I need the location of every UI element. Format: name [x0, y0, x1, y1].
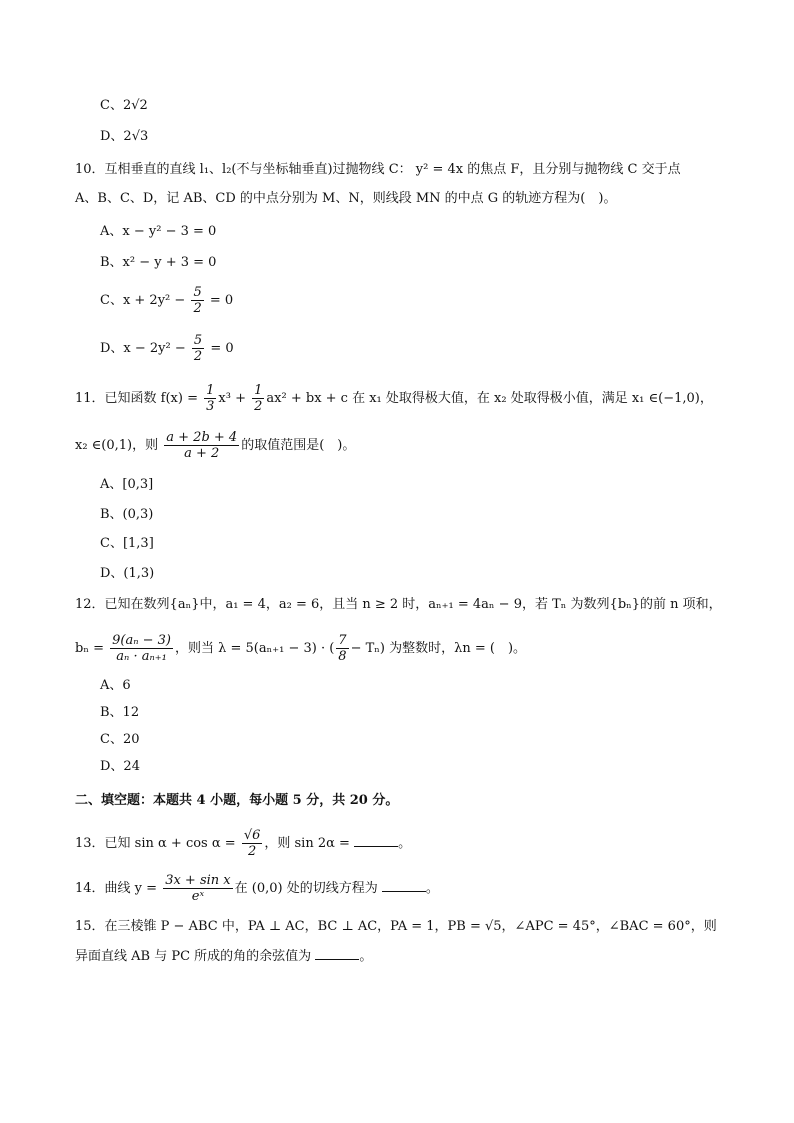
frac-den: 2 — [193, 349, 203, 364]
q13-stem — [75, 828, 411, 859]
q10-option-d-prefix: D、x − 2y² − — [100, 341, 186, 356]
q12-option-d: D、24 — [100, 759, 140, 774]
frac-den: 8 — [338, 649, 347, 664]
q14-text-c: 。 — [425, 881, 439, 896]
q10-stem-line1: 10．互相垂直的直线 l₁、l₂(不与坐标轴垂直)过抛物线 C： y² = 4x 的焦点 F，且分别与抛物线 C 交于点 — [75, 162, 681, 177]
frac-num: 1 — [206, 383, 215, 398]
q12-option-c: C、20 — [100, 732, 140, 747]
frac-den: eˣ — [191, 889, 205, 904]
frac-num: 5 — [193, 285, 202, 300]
answer-blank — [354, 834, 398, 847]
q11-option-a: A、[0,3] — [100, 477, 154, 492]
q10-option-c — [100, 285, 233, 316]
q9-option-d: D、2√3 — [100, 129, 149, 144]
fraction — [110, 633, 173, 664]
q11-stem-line1 — [75, 383, 713, 414]
q12-text-b: ，则当 λ = 5(aₙ₊₁ − 3) · ( — [175, 641, 335, 656]
q14-stem — [75, 873, 439, 904]
q14-text-a: 14．曲线 y = — [75, 881, 158, 896]
q11-text-e: 的取值范围是( )。 — [241, 438, 356, 453]
q10-option-d — [100, 333, 234, 364]
q11-text-a: 11．已知函数 f(x) = — [75, 391, 198, 406]
q10-stem-line2: A、B、C、D，记 AB、CD 的中点分别为 M、N，则线段 MN 的中点 G 的轨迹方程为( )。 — [75, 191, 617, 206]
q13-text-b: ，则 sin 2α = — [264, 836, 350, 851]
frac-num: 3x + sin x — [165, 873, 231, 888]
frac-num: 9(aₙ − 3) — [112, 633, 171, 648]
q15-stem-line1: 15．在三棱锥 P − ABC 中，PA ⊥ AC，BC ⊥ AC，PA = 1，PB = √5，∠APC = 45°，∠BAC = 60°，则 — [75, 919, 717, 934]
q12-option-b: B、12 — [100, 705, 140, 720]
q15-stem-line2 — [75, 947, 372, 966]
q11-option-d: D、(1,3) — [100, 566, 155, 581]
frac-den: 2 — [193, 301, 202, 316]
q10-option-a: A、x − y² − 3 = 0 — [100, 224, 217, 239]
fraction — [204, 383, 216, 414]
frac-den: 2 — [254, 399, 263, 414]
answer-blank — [315, 947, 359, 960]
q11-text-d: x₂ ∈(0,1)，则 — [75, 438, 159, 453]
answer-blank — [382, 879, 426, 892]
q10-option-c-prefix: C、x + 2y² − — [100, 293, 186, 308]
q11-option-c: C、[1,3] — [100, 536, 154, 551]
q12-text-a: bₙ = — [75, 641, 104, 656]
section-heading: 二、填空题：本题共 4 小题，每小题 5 分，共 20 分。 — [75, 793, 399, 808]
q12-stem-line2 — [75, 633, 526, 664]
q11-text-b: x³ + — [218, 391, 246, 406]
q9-option-c: C、2√2 — [100, 98, 148, 113]
fraction — [164, 430, 239, 461]
frac-den: 3 — [206, 399, 215, 414]
eq-zero: = 0 — [209, 293, 234, 308]
eq-zero: = 0 — [210, 341, 234, 356]
frac-num: a + 2b + 4 — [166, 430, 238, 445]
frac-num: 1 — [254, 383, 263, 398]
q11-stem-line2 — [75, 430, 355, 461]
q12-option-a: A、6 — [100, 678, 131, 693]
q12-text-c: − Tₙ) 为整数时，λn = ( )。 — [350, 641, 527, 656]
q11-text-c: ax² + bx + c 在 x₁ 处取得极大值，在 x₂ 处取得极小值，满足 x₁ ∈(−1,0)， — [266, 391, 713, 406]
frac-num: 5 — [193, 333, 203, 348]
frac-num: √6 — [243, 828, 261, 843]
q10-option-b: B、x² − y + 3 = 0 — [100, 255, 217, 270]
q15-text-b: 。 — [359, 949, 373, 964]
frac-den: a + 2 — [184, 446, 220, 461]
fraction — [242, 828, 263, 859]
frac-den: 2 — [247, 844, 257, 859]
q13-text-c: 。 — [398, 836, 412, 851]
q14-text-b: 在 (0,0) 处的切线方程为 — [234, 881, 378, 896]
fraction — [252, 383, 264, 414]
q11-option-b: B、(0,3) — [100, 507, 154, 522]
q15-text-a: 异面直线 AB 与 PC 所成的角的余弦值为 — [75, 949, 312, 964]
fraction — [336, 633, 348, 664]
fraction — [191, 285, 203, 316]
frac-num: 7 — [338, 633, 347, 648]
fraction — [192, 333, 204, 364]
frac-den: aₙ · aₙ₊₁ — [116, 649, 167, 664]
q13-text-a: 13．已知 sin α + cos α = — [75, 836, 236, 851]
q12-stem-line1: 12．已知在数列{aₙ}中，a₁ = 4，a₂ = 6，且当 n ≥ 2 时，aₙ₊₁ = 4aₙ − 9，若 Tₙ 为数列{bₙ}的前 n 项和， — [75, 597, 722, 612]
fraction — [163, 873, 232, 904]
